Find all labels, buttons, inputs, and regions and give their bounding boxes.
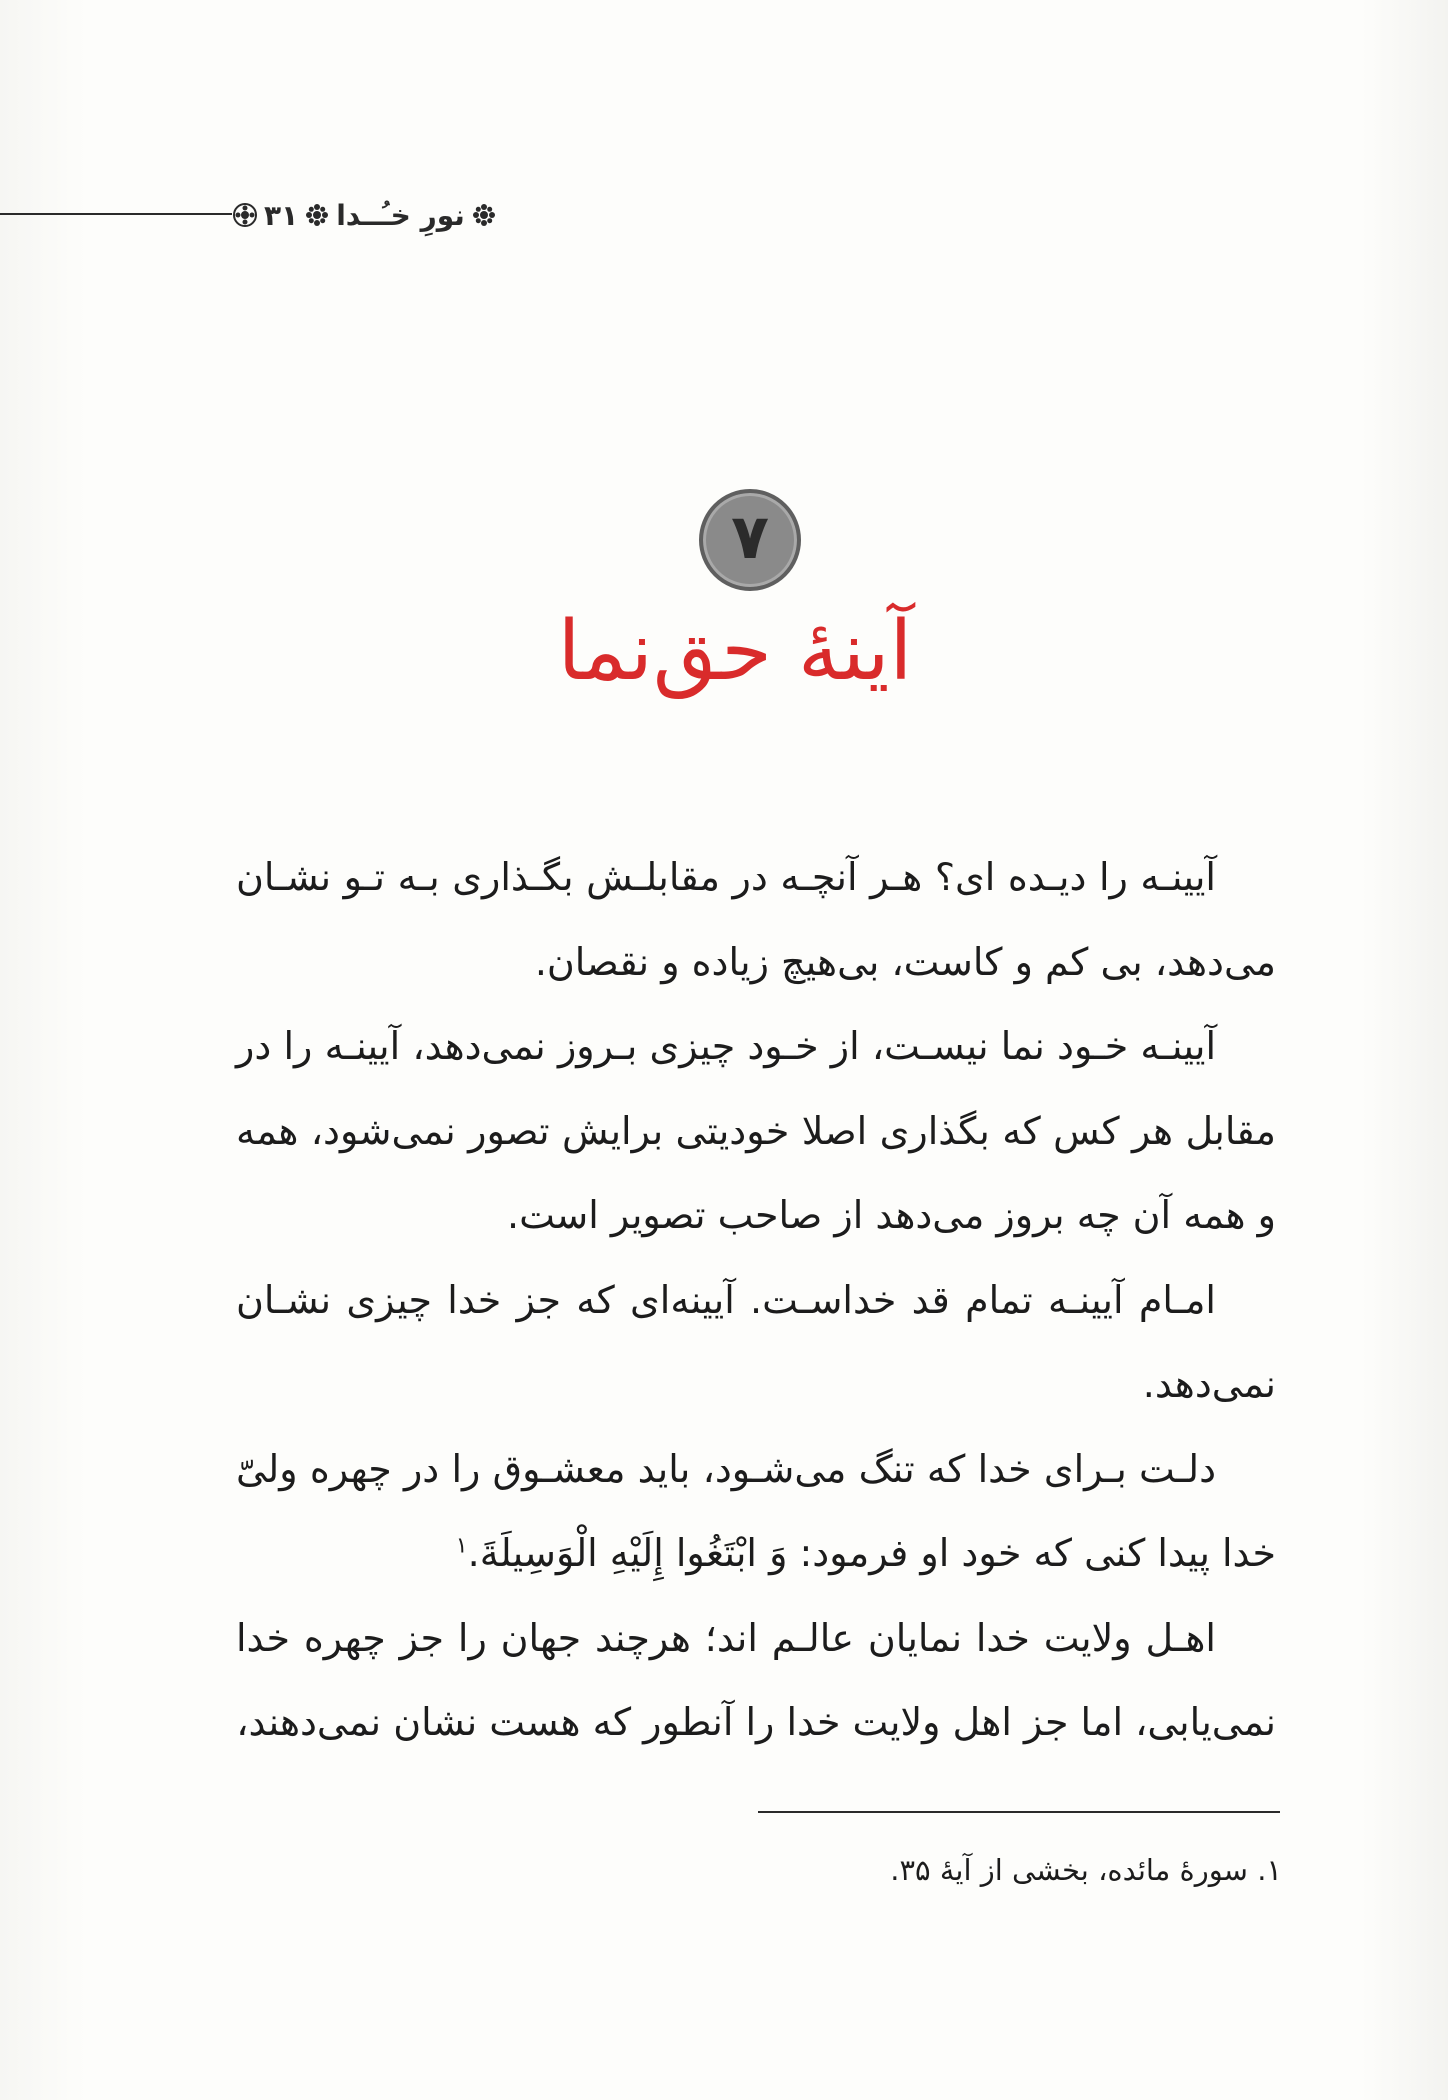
running-header bbox=[232, 192, 532, 238]
header-rule bbox=[0, 213, 232, 215]
body-text bbox=[236, 835, 1276, 1765]
footnote-separator bbox=[758, 1811, 1280, 1813]
chapter-number: ۷ bbox=[731, 500, 769, 573]
footnote-marker: ۱ bbox=[455, 1533, 468, 1559]
page-number: ۳۱ bbox=[264, 198, 299, 232]
footnote: ۱. سورهٔ مائده، بخشی از آیهٔ ۳۵. bbox=[890, 1853, 1282, 1887]
star-ornament-icon bbox=[471, 202, 497, 228]
book-title: نورِ خـُــدا bbox=[336, 198, 465, 232]
rosette-ornament-icon bbox=[232, 202, 258, 228]
star-ornament-icon bbox=[304, 202, 330, 228]
paragraph: اهـل ولایت خدا نمایان عالـم اند؛ هرچند جهان را جز چهره خدا نمی‌یابی، اما جز اهل ولایت خدا را آنطور که هست نشان نمی‌دهند، bbox=[236, 1615, 1276, 1744]
paragraph-text: دلـت بـرای خدا که تنگ می‌شـود، باید معشـوق را در چهره ولیّ خدا پیدا کنی که خود او فرمود: وَ ابْتَغُوا إِلَيْهِ الْوَسِيلَةَ. bbox=[236, 1446, 1276, 1575]
paragraph: آیینـه خـود نما نیسـت، از خـود چیزی بـروز نمی‌دهد، آیینـه را در مقابل هر کس که بگذاری اصلا خودیتی برایش تصور نمی‌شود، همه و همه آن چه بروز می‌دهد از صاحب تصویر است. bbox=[236, 1024, 1276, 1237]
paragraph bbox=[236, 1427, 1276, 1596]
paragraph: آیینـه را دیـده ای؟ هـر آنچـه در مقابلـش بگـذاری بـه تـو نشـان می‌دهد، بی کم و کاست، بی‌هیچ زیاده و نقصان. bbox=[236, 855, 1276, 984]
chapter-number-badge bbox=[699, 489, 801, 591]
paragraph: امـام آیینـه تمام قد خداسـت. آیینه‌ای که جز خدا چیزی نشـان نمی‌دهد. bbox=[236, 1277, 1276, 1406]
chapter-title: آینهٔ حق‌نما bbox=[557, 604, 913, 699]
